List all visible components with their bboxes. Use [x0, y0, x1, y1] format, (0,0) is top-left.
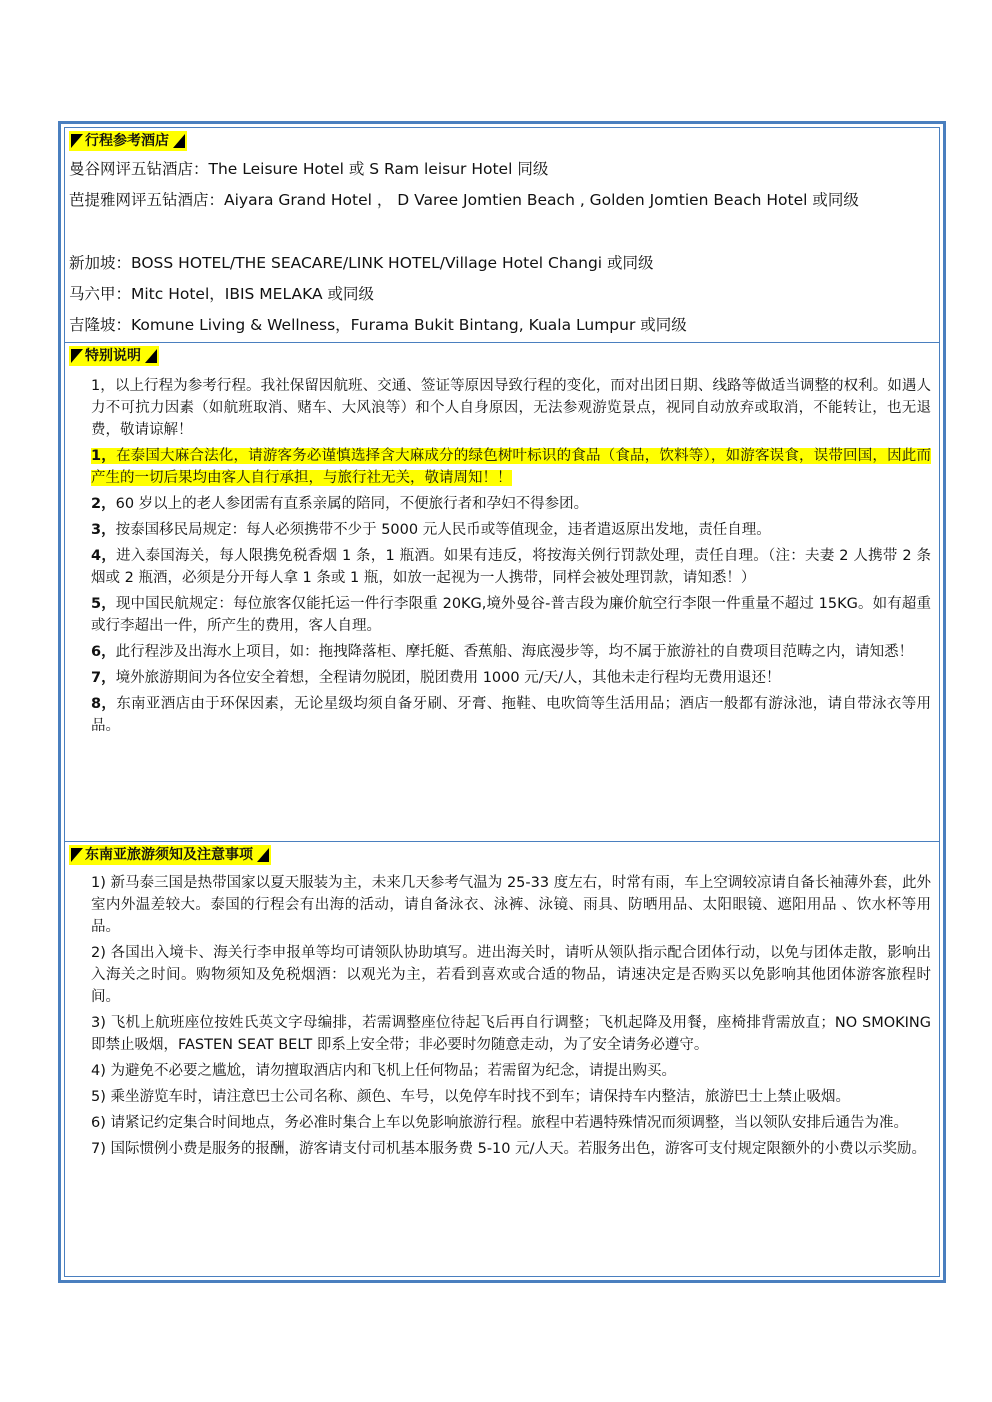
special-header: [69, 346, 159, 366]
item-number: 3，: [91, 522, 116, 538]
special-list: [91, 375, 931, 741]
notice-item: 1) 新马泰三国是热带国家以夏天服装为主，未来几天参考气温为 25-33 度左右，时常有雨，车上空调较凉请自备长袖薄外套，此外室内外温差较大。泰国的行程会有出海的活动，请自备泳衣、泳裤、泳镜、雨具、防晒用品、太阳眼镜、遮阳用品 、饮水杯等用品。: [91, 875, 931, 935]
special-item: [91, 493, 931, 515]
notice-header: [69, 845, 271, 865]
notice-item: 4) 为避免不必要之尴尬，请勿擅取酒店内和飞机上任何物品；若需留为纪念，请提出购买。: [91, 1063, 676, 1079]
header-right-triangle-icon: [257, 848, 269, 862]
item-text: 在泰国大麻合法化，请游客务必谨慎选择含大麻成分的绿色树叶标识的食品（食品，饮料等），如游客误食，误带回国，因此而产生的一切后果均由客人自行承担，与旅行社无关，敬请周知！！: [91, 448, 931, 486]
special-item: [91, 519, 931, 541]
notice-item: 3) 飞机上航班座位按姓氏英文字母编排，若需调整座位待起飞后再自行调整；飞机起降及用餐，座椅排背需放直；NO SMOKING 即禁止吸烟，FASTEN SEAT BELT 即系上安全带；非必要时勿随意走动，为了安全请务必遵守。: [91, 1015, 931, 1053]
notice-section: [65, 842, 939, 1282]
hotels-header: [69, 131, 187, 151]
special-item: [91, 667, 931, 689]
item-text: 东南亚酒店由于环保因素，无论星级均须自备牙刷、牙膏、拖鞋、电吹筒等生活用品；酒店一般都有游泳池，请自带泳衣等用品。: [91, 696, 931, 734]
notice-item: 7) 国际惯例小费是服务的报酬，游客请支付司机基本服务费 5-10 元/人天。若服务出色，游客可支付规定限额外的小费以示奖励。: [91, 1141, 926, 1157]
item-number: 7，: [91, 670, 116, 686]
document-frame: [58, 121, 946, 1283]
notice-item: 6) 请紧记约定集合时间地点，务必准时集合上车以免影响旅游行程。旅程中若遇特殊情况而须调整，当以领队安排后通告为准。: [91, 1115, 908, 1131]
notice-item: 5) 乘坐游览车时，请注意巴士公司名称、颜色、车号，以免停车时找不到车；请保持车内整洁，旅游巴士上禁止吸烟。: [91, 1089, 850, 1105]
special-item-highlighted: [91, 445, 931, 489]
item-text: 以上行程为参考行程。我社保留因航班、交通、签证等原因导致行程的变化，而对出团日期、线路等做适当调整的权利。如遇人力不可抗力因素（如航班取消、赌车、大风浪等）和个人自身原因，无法参观游览景点，视同自动放弃或取消，不能转让，也无退费，敬请谅解！: [91, 378, 931, 438]
item-number: 1，: [91, 448, 116, 464]
special-section: [65, 343, 939, 842]
special-item: [91, 545, 931, 589]
hotel-line-bangkok: 曼谷网评五钻酒店：The Leisure Hotel 或 S Ram leisur Hotel 同级: [69, 160, 549, 178]
item-number: 5，: [91, 596, 116, 612]
hotels-section: [65, 128, 939, 343]
item-text: 按泰国移民局规定：每人必须携带不少于 5000 元人民币或等值现金，违者遣返原出发地，责任自理。: [115, 522, 771, 538]
special-item: [91, 375, 931, 441]
notice-header-label: 东南亚旅游须知及注意事项: [85, 847, 253, 863]
item-text: 进入泰国海关，每人限携免税香烟 1 条，1 瓶酒。如果有违反，将按海关例行罚款处理，责任自理。（注：夫妻 2 人携带 2 条烟或 2 瓶酒，必须是分开每人拿 1 条或 1 瓶，如放一起视为一人携带，同样会被处理罚款，请知悉！）: [91, 548, 931, 586]
hotel-line-kuala-lumpur: 吉隆坡：Komune Living & Wellness，Furama Bukit Bintang, Kuala Lumpur 或同级: [69, 316, 687, 334]
notice-list: [91, 872, 931, 1164]
item-text: 60 岁以上的老人参团需有直系亲属的陪同，不便旅行者和孕妇不得参团。: [115, 496, 589, 512]
document-inner-border: [64, 127, 940, 1277]
special-item: [91, 593, 931, 637]
item-number: 1，: [91, 378, 115, 394]
hotels-header-label: 行程参考酒店: [85, 133, 169, 149]
item-number: 4，: [91, 548, 117, 564]
notice-item: 2) 各国出入境卡、海关行李申报单等均可请领队协助填写。进出海关时，请听从领队指示配合团体行动，以免与团体走散，影响出入海关之时间。购物须知及免税烟酒：以观光为主，若看到喜欢或合适的物品，请速决定是否购买以免影响其他团体游客旅程时间。: [91, 945, 931, 1005]
item-number: 2，: [91, 496, 116, 512]
header-left-triangle-icon: [71, 349, 83, 363]
hotel-line-malacca: 马六甲：Mitc Hotel，IBIS MELAKA 或同级: [69, 285, 374, 303]
item-text: 现中国民航规定：每位旅客仅能托运一件行李限重 20KG,境外曼谷-普吉段为廉价航空行李限一件重量不超过 15KG。如有超重或行李超出一件，所产生的费用，客人自理。: [91, 596, 932, 634]
item-number: 8，: [91, 696, 117, 712]
item-text: 此行程涉及出海水上项目，如：拖拽降落柜、摩托艇、香蕉船、海底漫步等，均不属于旅游社的自费项目范畴之内，请知悉！: [115, 644, 914, 660]
special-header-label: 特别说明: [85, 348, 141, 364]
item-number: 6，: [91, 644, 116, 660]
hotel-line-singapore: 新加坡：BOSS HOTEL/THE SEACARE/LINK HOTEL/Village Hotel Changi 或同级: [69, 254, 654, 272]
item-text: 境外旅游期间为各位安全着想，全程请勿脱团，脱团费用 1000 元/天/人，其他未走行程均无费用退还！: [115, 670, 781, 686]
header-left-triangle-icon: [71, 134, 83, 148]
header-right-triangle-icon: [145, 349, 157, 363]
header-left-triangle-icon: [71, 848, 83, 862]
header-right-triangle-icon: [173, 134, 185, 148]
special-item: [91, 693, 931, 737]
hotel-line-pattaya: 芭提雅网评五钻酒店：Aiyara Grand Hotel ， D Varee Jomtien Beach , Golden Jomtien Beach Hotel 或同级: [69, 191, 859, 209]
special-item: [91, 641, 931, 663]
